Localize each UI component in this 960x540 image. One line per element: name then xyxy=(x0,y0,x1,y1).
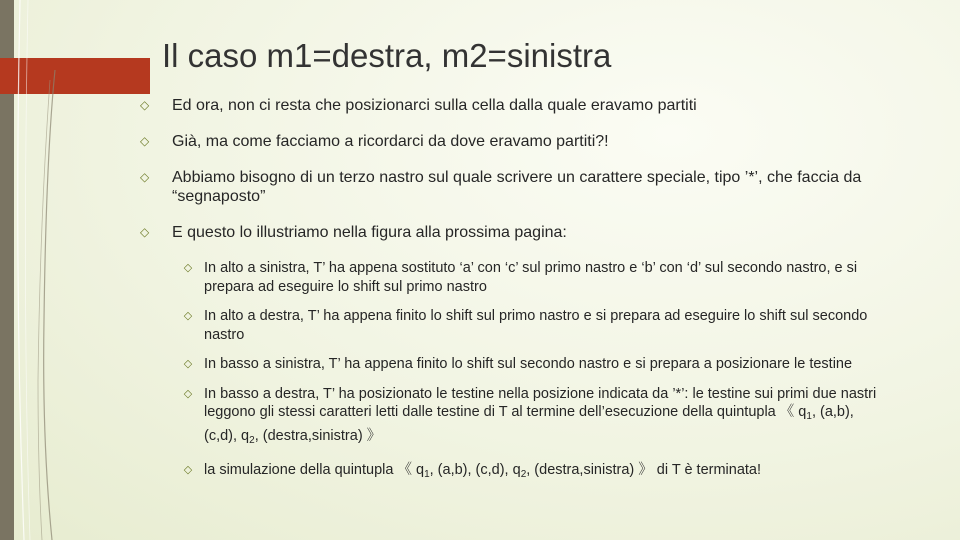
diamond-outline-icon: ◇ xyxy=(140,225,150,239)
diamond-outline-icon: ◇ xyxy=(183,262,193,274)
title-accent-bar xyxy=(0,58,150,94)
sub-list-item: ◇ In alto a destra, T’ ha appena finito lo shift sul primo nastro e si prepara ad eseguire lo shift sul secondo nastro xyxy=(172,307,877,344)
diamond-outline-icon: ◇ xyxy=(140,170,150,184)
sub-list-item: ◇ In alto a sinistra, T’ ha appena sostituto ‘a’ con ‘c’ sul primo nastro e ‘b’ con ‘d’ sul secondo nastro, e si prepara ad eseguire lo shift sul primo nastro xyxy=(172,259,877,296)
diamond-outline-icon: ◇ xyxy=(183,464,193,476)
diamond-outline-icon: ◇ xyxy=(183,310,193,322)
list-item: ◇ Ed ora, non ci resta che posizionarci sulla cella dalla quale eravamo partiti xyxy=(140,97,697,114)
list-item: ◇ E questo lo illustriamo nella figura alla prossima pagina: xyxy=(140,224,567,241)
sub-list-item: ◇ la simulazione della quintupla 《 $q_1$, (a,b), (c,d), $q_2$, (destra,sinistra) 》 di T è terminata! xyxy=(172,461,877,485)
list-item: ◇ Già, ma come facciamo a ricordarci da dove eravamo partiti?! xyxy=(140,133,609,150)
list-item: ◇ Abbiamo bisogno di un terzo nastro sul quale scrivere un carattere speciale, tipo ’*’, che faccia da “segnaposto” xyxy=(140,169,862,205)
diamond-outline-icon: ◇ xyxy=(183,387,193,400)
diamond-outline-icon: ◇ xyxy=(140,134,150,148)
diamond-outline-icon: ◇ xyxy=(183,358,193,370)
sub-list-item: ◇ In basso a sinistra, T’ ha appena finito lo shift sul secondo nastro e si prepara a posizionare le testine xyxy=(172,355,877,374)
sub-list-item: ◇ In basso a destra, T’ ha posizionato le testine nella posizione indicata da ’*’: le testine sui primi due nastri leggono gli stessi caratteri letti dalle testine di T al termine dell’esecuzione della quintupla 《 $q_1$, (a,b), (c,d), $q_2$, (destra,sinistra) 》 xyxy=(172,385,877,451)
bullet-list xyxy=(140,96,885,496)
page-title: Il caso m1=destra, m2=sinistra xyxy=(162,37,612,74)
diamond-outline-icon: ◇ xyxy=(140,98,150,112)
